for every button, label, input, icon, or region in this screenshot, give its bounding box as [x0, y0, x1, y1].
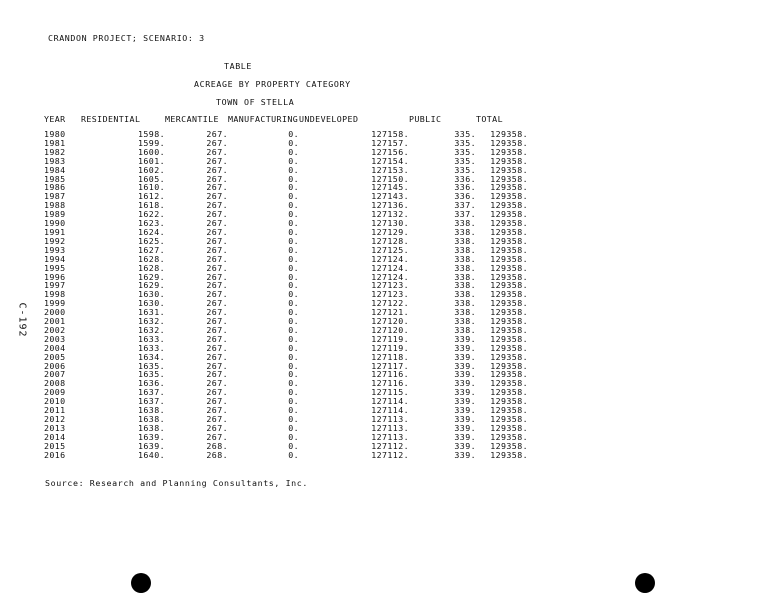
cell-manufacturing: 0.	[288, 324, 299, 335]
cell-public: 338.	[454, 307, 476, 318]
cell-residential: 1630.	[138, 298, 165, 309]
cell-year: 1986	[44, 182, 66, 193]
cell-manufacturing: 0.	[288, 226, 299, 237]
cell-residential: 1599.	[138, 137, 165, 148]
cell-manufacturing: 0.	[288, 422, 299, 433]
cell-total: 129358.	[490, 360, 528, 371]
cell-mercantile: 267.	[206, 218, 228, 229]
cell-year: 2016	[44, 449, 66, 460]
report-header: CRANDON PROJECT; SCENARIO: 3	[48, 33, 205, 43]
cell-manufacturing: 0.	[288, 298, 299, 309]
cell-mercantile: 267.	[206, 191, 228, 202]
cell-residential: 1640.	[138, 449, 165, 460]
cell-total: 129358.	[490, 253, 528, 264]
cell-mercantile: 267.	[206, 396, 228, 407]
cell-mercantile: 267.	[206, 316, 228, 327]
cell-manufacturing: 0.	[288, 369, 299, 380]
cell-residential: 1637.	[138, 396, 165, 407]
cell-residential: 1633.	[138, 342, 165, 353]
cell-total: 129358.	[490, 137, 528, 148]
cell-year: 2013	[44, 422, 66, 433]
cell-manufacturing: 0.	[288, 360, 299, 371]
cell-residential: 1637.	[138, 387, 165, 398]
cell-residential: 1632.	[138, 316, 165, 327]
cell-public: 339.	[454, 414, 476, 424]
cell-undeveloped: 127118.	[371, 351, 409, 362]
cell-mercantile: 267.	[206, 129, 228, 139]
cell-year: 2003	[44, 333, 66, 344]
cell-public: 339.	[454, 333, 476, 344]
cell-total: 129358.	[490, 244, 528, 255]
cell-manufacturing: 0.	[288, 449, 299, 460]
cell-public: 339.	[454, 369, 476, 380]
cell-year: 1983	[44, 155, 66, 166]
binder-hole-right	[635, 573, 655, 593]
cell-manufacturing: 0.	[288, 191, 299, 202]
cell-year: 1997	[44, 280, 66, 291]
cell-total: 129358.	[490, 431, 528, 442]
cell-year: 1999	[44, 298, 66, 309]
header-row	[44, 114, 528, 130]
cell-mercantile: 267.	[206, 209, 228, 220]
cell-public: 338.	[454, 235, 476, 246]
cell-manufacturing: 0.	[288, 333, 299, 344]
cell-total: 129358.	[490, 182, 528, 193]
cell-undeveloped: 127119.	[371, 342, 409, 353]
cell-undeveloped: 127113.	[371, 431, 409, 442]
cell-manufacturing: 0.	[288, 316, 299, 327]
cell-year: 1991	[44, 226, 66, 237]
cell-mercantile: 267.	[206, 226, 228, 237]
cell-total: 129358.	[490, 191, 528, 202]
cell-manufacturing: 0.	[288, 387, 299, 398]
cell-public: 337.	[454, 200, 476, 211]
cell-residential: 1602.	[138, 164, 165, 175]
cell-year: 2005	[44, 351, 66, 362]
cell-year: 1982	[44, 146, 66, 157]
table-title: TABLE	[224, 61, 252, 71]
cell-year: 1980	[44, 129, 66, 139]
cell-year: 2004	[44, 342, 66, 353]
cell-mercantile: 267.	[206, 235, 228, 246]
cell-residential: 1630.	[138, 289, 165, 300]
cell-public: 336.	[454, 182, 476, 193]
cell-public: 338.	[454, 298, 476, 309]
cell-year: 2015	[44, 440, 66, 451]
cell-public: 336.	[454, 173, 476, 184]
cell-mercantile: 268.	[206, 449, 228, 460]
col-header-public: PUBLIC	[409, 114, 442, 124]
cell-total: 129358.	[490, 262, 528, 273]
cell-undeveloped: 127117.	[371, 360, 409, 371]
cell-total: 129358.	[490, 155, 528, 166]
cell-public: 339.	[454, 351, 476, 362]
cell-mercantile: 267.	[206, 422, 228, 433]
cell-residential: 1634.	[138, 351, 165, 362]
cell-total: 129358.	[490, 396, 528, 407]
cell-total: 129358.	[490, 378, 528, 389]
col-header-undeveloped: UNDEVELOPED	[299, 114, 359, 124]
cell-total: 129358.	[490, 146, 528, 157]
cell-public: 339.	[454, 449, 476, 460]
cell-year: 1993	[44, 244, 66, 255]
cell-manufacturing: 0.	[288, 271, 299, 282]
cell-residential: 1600.	[138, 146, 165, 157]
cell-public: 338.	[454, 244, 476, 255]
cell-total: 129358.	[490, 209, 528, 220]
col-header-manufacturing: MANUFACTURING	[228, 114, 299, 124]
table-row	[44, 451, 528, 460]
cell-total: 129358.	[490, 173, 528, 184]
cell-public: 339.	[454, 387, 476, 398]
cell-residential: 1638.	[138, 414, 165, 424]
cell-total: 129358.	[490, 289, 528, 300]
cell-undeveloped: 127113.	[371, 422, 409, 433]
cell-mercantile: 267.	[206, 289, 228, 300]
cell-residential: 1612.	[138, 191, 165, 202]
cell-mercantile: 267.	[206, 342, 228, 353]
cell-undeveloped: 127157.	[371, 137, 409, 148]
cell-undeveloped: 127123.	[371, 289, 409, 300]
cell-year: 1996	[44, 271, 66, 282]
cell-mercantile: 267.	[206, 244, 228, 255]
cell-manufacturing: 0.	[288, 164, 299, 175]
cell-residential: 1628.	[138, 262, 165, 273]
cell-mercantile: 267.	[206, 164, 228, 175]
cell-manufacturing: 0.	[288, 280, 299, 291]
cell-public: 337.	[454, 209, 476, 220]
cell-public: 336.	[454, 191, 476, 202]
cell-manufacturing: 0.	[288, 351, 299, 362]
cell-residential: 1618.	[138, 200, 165, 211]
cell-manufacturing: 0.	[288, 342, 299, 353]
binder-hole-left	[131, 573, 151, 593]
cell-residential: 1636.	[138, 378, 165, 389]
cell-manufacturing: 0.	[288, 440, 299, 451]
cell-undeveloped: 127119.	[371, 333, 409, 344]
cell-residential: 1625.	[138, 235, 165, 246]
cell-manufacturing: 0.	[288, 137, 299, 148]
cell-public: 338.	[454, 316, 476, 327]
cell-year: 2008	[44, 378, 66, 389]
cell-total: 129358.	[490, 316, 528, 327]
cell-year: 1984	[44, 164, 66, 175]
cell-manufacturing: 0.	[288, 289, 299, 300]
cell-total: 129358.	[490, 422, 528, 433]
cell-manufacturing: 0.	[288, 307, 299, 318]
cell-residential: 1632.	[138, 324, 165, 335]
cell-total: 129358.	[490, 333, 528, 344]
cell-manufacturing: 0.	[288, 262, 299, 273]
cell-mercantile: 267.	[206, 182, 228, 193]
cell-year: 1981	[44, 137, 66, 148]
cell-year: 1987	[44, 191, 66, 202]
cell-residential: 1631.	[138, 307, 165, 318]
cell-public: 339.	[454, 378, 476, 389]
cell-total: 129358.	[490, 200, 528, 211]
cell-residential: 1635.	[138, 369, 165, 380]
cell-public: 338.	[454, 324, 476, 335]
cell-manufacturing: 0.	[288, 209, 299, 220]
cell-manufacturing: 0.	[288, 431, 299, 442]
cell-residential: 1605.	[138, 173, 165, 184]
cell-undeveloped: 127136.	[371, 200, 409, 211]
cell-public: 335.	[454, 164, 476, 175]
cell-manufacturing: 0.	[288, 253, 299, 264]
cell-residential: 1638.	[138, 422, 165, 433]
cell-manufacturing: 0.	[288, 396, 299, 407]
cell-undeveloped: 127128.	[371, 235, 409, 246]
cell-total: 129358.	[490, 387, 528, 398]
cell-undeveloped: 127145.	[371, 182, 409, 193]
cell-undeveloped: 127132.	[371, 209, 409, 220]
cell-public: 338.	[454, 253, 476, 264]
cell-residential: 1639.	[138, 440, 165, 451]
cell-manufacturing: 0.	[288, 173, 299, 184]
cell-undeveloped: 127114.	[371, 396, 409, 407]
cell-total: 129358.	[490, 218, 528, 229]
cell-residential: 1624.	[138, 226, 165, 237]
cell-public: 335.	[454, 155, 476, 166]
cell-undeveloped: 127120.	[371, 324, 409, 335]
cell-manufacturing: 0.	[288, 405, 299, 416]
cell-undeveloped: 127116.	[371, 369, 409, 380]
cell-total: 129358.	[490, 271, 528, 282]
cell-undeveloped: 127113.	[371, 414, 409, 424]
cell-public: 335.	[454, 129, 476, 139]
table-subtitle: ACREAGE BY PROPERTY CATEGORY	[194, 79, 351, 89]
cell-undeveloped: 127124.	[371, 271, 409, 282]
cell-mercantile: 267.	[206, 324, 228, 335]
page-number	[12, 300, 32, 340]
cell-undeveloped: 127121.	[371, 307, 409, 318]
cell-mercantile: 267.	[206, 333, 228, 344]
cell-mercantile: 267.	[206, 431, 228, 442]
cell-mercantile: 267.	[206, 387, 228, 398]
cell-year: 1989	[44, 209, 66, 220]
col-header-total: TOTAL	[476, 114, 503, 124]
cell-undeveloped: 127143.	[371, 191, 409, 202]
cell-public: 338.	[454, 271, 476, 282]
cell-mercantile: 267.	[206, 262, 228, 273]
cell-undeveloped: 127129.	[371, 226, 409, 237]
cell-year: 1998	[44, 289, 66, 300]
cell-undeveloped: 127154.	[371, 155, 409, 166]
cell-public: 339.	[454, 422, 476, 433]
cell-public: 338.	[454, 226, 476, 237]
cell-public: 335.	[454, 137, 476, 148]
cell-residential: 1629.	[138, 280, 165, 291]
cell-total: 129358.	[490, 324, 528, 335]
cell-year: 1995	[44, 262, 66, 273]
cell-manufacturing: 0.	[288, 200, 299, 211]
cell-undeveloped: 127116.	[371, 378, 409, 389]
cell-total: 129358.	[490, 298, 528, 309]
cell-mercantile: 267.	[206, 146, 228, 157]
cell-year: 1990	[44, 218, 66, 229]
cell-year: 2011	[44, 405, 66, 416]
cell-undeveloped: 127150.	[371, 173, 409, 184]
cell-manufacturing: 0.	[288, 378, 299, 389]
cell-year: 2006	[44, 360, 66, 371]
cell-year: 1994	[44, 253, 66, 264]
cell-undeveloped: 127130.	[371, 218, 409, 229]
cell-manufacturing: 0.	[288, 244, 299, 255]
cell-public: 338.	[454, 289, 476, 300]
cell-undeveloped: 127125.	[371, 244, 409, 255]
cell-public: 338.	[454, 280, 476, 291]
cell-residential: 1635.	[138, 360, 165, 371]
cell-undeveloped: 127114.	[371, 405, 409, 416]
table-body	[44, 130, 528, 460]
cell-year: 2002	[44, 324, 66, 335]
cell-manufacturing: 0.	[288, 129, 299, 139]
col-header-year: YEAR	[44, 114, 66, 124]
cell-year: 2012	[44, 414, 66, 424]
cell-mercantile: 267.	[206, 360, 228, 371]
cell-total: 129358.	[490, 280, 528, 291]
cell-mercantile: 267.	[206, 155, 228, 166]
cell-total: 129358.	[490, 369, 528, 380]
cell-undeveloped: 127122.	[371, 298, 409, 309]
cell-total: 129358.	[490, 440, 528, 451]
col-header-mercantile: MERCANTILE	[165, 114, 219, 124]
cell-public: 338.	[454, 262, 476, 273]
cell-mercantile: 267.	[206, 280, 228, 291]
cell-year: 2001	[44, 316, 66, 327]
cell-residential: 1633.	[138, 333, 165, 344]
cell-undeveloped: 127123.	[371, 280, 409, 291]
cell-public: 339.	[454, 396, 476, 407]
cell-residential: 1598.	[138, 129, 165, 139]
cell-mercantile: 267.	[206, 378, 228, 389]
cell-residential: 1627.	[138, 244, 165, 255]
cell-manufacturing: 0.	[288, 182, 299, 193]
col-header-residential: RESIDENTIAL	[81, 114, 141, 124]
cell-residential: 1601.	[138, 155, 165, 166]
cell-mercantile: 267.	[206, 298, 228, 309]
cell-residential: 1623.	[138, 218, 165, 229]
cell-total: 129358.	[490, 414, 528, 424]
cell-undeveloped: 127120.	[371, 316, 409, 327]
cell-year: 1992	[44, 235, 66, 246]
cell-public: 339.	[454, 342, 476, 353]
cell-manufacturing: 0.	[288, 218, 299, 229]
cell-total: 129358.	[490, 449, 528, 460]
cell-undeveloped: 127158.	[371, 129, 409, 139]
cell-mercantile: 267.	[206, 200, 228, 211]
cell-public: 339.	[454, 405, 476, 416]
cell-undeveloped: 127156.	[371, 146, 409, 157]
cell-total: 129358.	[490, 226, 528, 237]
cell-year: 2010	[44, 396, 66, 407]
cell-mercantile: 267.	[206, 369, 228, 380]
cell-manufacturing: 0.	[288, 146, 299, 157]
cell-mercantile: 267.	[206, 351, 228, 362]
cell-year: 2014	[44, 431, 66, 442]
cell-public: 335.	[454, 146, 476, 157]
cell-residential: 1629.	[138, 271, 165, 282]
cell-mercantile: 267.	[206, 414, 228, 424]
cell-mercantile: 267.	[206, 253, 228, 264]
cell-public: 338.	[454, 218, 476, 229]
cell-year: 2009	[44, 387, 66, 398]
cell-public: 339.	[454, 360, 476, 371]
cell-undeveloped: 127124.	[371, 262, 409, 273]
cell-total: 129358.	[490, 235, 528, 246]
cell-mercantile: 267.	[206, 405, 228, 416]
cell-manufacturing: 0.	[288, 414, 299, 424]
cell-undeveloped: 127112.	[371, 440, 409, 451]
page-number-text: C-192	[16, 302, 28, 338]
cell-residential: 1622.	[138, 209, 165, 220]
cell-public: 339.	[454, 440, 476, 451]
cell-mercantile: 267.	[206, 173, 228, 184]
cell-undeveloped: 127115.	[371, 387, 409, 398]
cell-year: 2007	[44, 369, 66, 380]
cell-year: 1985	[44, 173, 66, 184]
cell-public: 339.	[454, 431, 476, 442]
cell-undeveloped: 127124.	[371, 253, 409, 264]
cell-total: 129358.	[490, 164, 528, 175]
cell-residential: 1610.	[138, 182, 165, 193]
acreage-table	[44, 114, 528, 460]
cell-residential: 1628.	[138, 253, 165, 264]
cell-mercantile: 268.	[206, 440, 228, 451]
cell-residential: 1638.	[138, 405, 165, 416]
cell-mercantile: 267.	[206, 307, 228, 318]
cell-total: 129358.	[490, 405, 528, 416]
cell-manufacturing: 0.	[288, 155, 299, 166]
table-town: TOWN OF STELLA	[216, 97, 295, 107]
cell-mercantile: 267.	[206, 137, 228, 148]
cell-mercantile: 267.	[206, 271, 228, 282]
cell-year: 2000	[44, 307, 66, 318]
cell-total: 129358.	[490, 342, 528, 353]
cell-year: 1988	[44, 200, 66, 211]
source-note: Source: Research and Planning Consultants, Inc.	[45, 478, 308, 488]
cell-total: 129358.	[490, 307, 528, 318]
cell-residential: 1639.	[138, 431, 165, 442]
cell-undeveloped: 127153.	[371, 164, 409, 175]
cell-total: 129358.	[490, 129, 528, 139]
cell-manufacturing: 0.	[288, 235, 299, 246]
cell-total: 129358.	[490, 351, 528, 362]
cell-undeveloped: 127112.	[371, 449, 409, 460]
